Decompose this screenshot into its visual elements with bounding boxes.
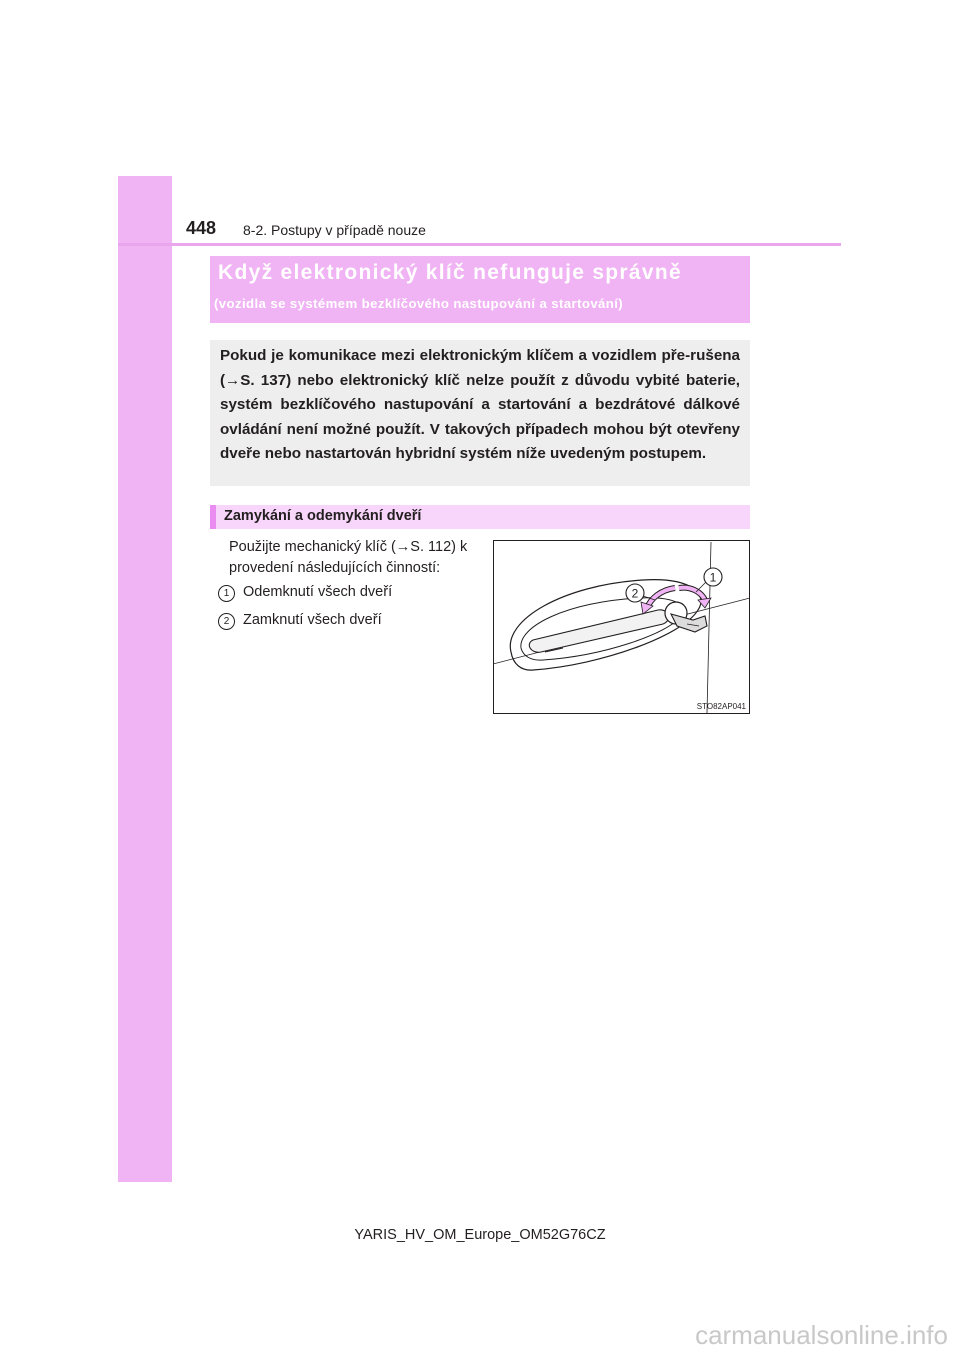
- callout-1: 1: [709, 570, 717, 585]
- document-footer: YARIS_HV_OM_Europe_OM52G76CZ: [354, 1227, 606, 1243]
- title-box: [210, 256, 750, 323]
- intro-text: Pokud je komunikace mezi elektronickým klíčem a vozidlem pře-rušena (→S. 137) nebo elektronický klíč nelze použít z důvodu vybité baterie, systém bezklíčového nastupování a startování a bezdrátové dálkové ovládání není možné použít. V takových případech mohou být otevřeny dveře nebo nastartován hybridní systém níže uvedeným postupem.: [220, 347, 740, 463]
- step-label: Odemknutí všech dveří: [243, 584, 393, 600]
- step-number-icon: 2: [218, 613, 235, 630]
- callout-2: 2: [631, 586, 639, 601]
- subsection-header: [210, 505, 750, 529]
- step-number-icon: 1: [218, 585, 235, 602]
- header-rule: [118, 243, 841, 246]
- subsection-accent: [210, 505, 216, 529]
- page-title: Když elektronický klíč nefunguje správně: [218, 261, 682, 284]
- page-subtitle: (vozidla se systémem bezklíčového nastupování a startování): [214, 296, 624, 311]
- watermark: carmanualsonline.info: [695, 1320, 948, 1350]
- page-number: 448: [186, 218, 217, 238]
- step-label: Zamknutí všech dveří: [243, 612, 382, 628]
- subsection-title: Zamykání a odemykání dveří: [224, 508, 422, 524]
- section-header: 8-2. Postupy v případě nouze: [243, 222, 426, 238]
- intro-box: [210, 340, 750, 486]
- instruction-text: Použijte mechanický klíč (→S. 112) k provedení následujících činností:: [229, 539, 468, 576]
- illustration-code: STO82AP041: [696, 702, 746, 711]
- door-handle-illustration: [493, 540, 750, 714]
- side-color-band: [118, 176, 172, 1182]
